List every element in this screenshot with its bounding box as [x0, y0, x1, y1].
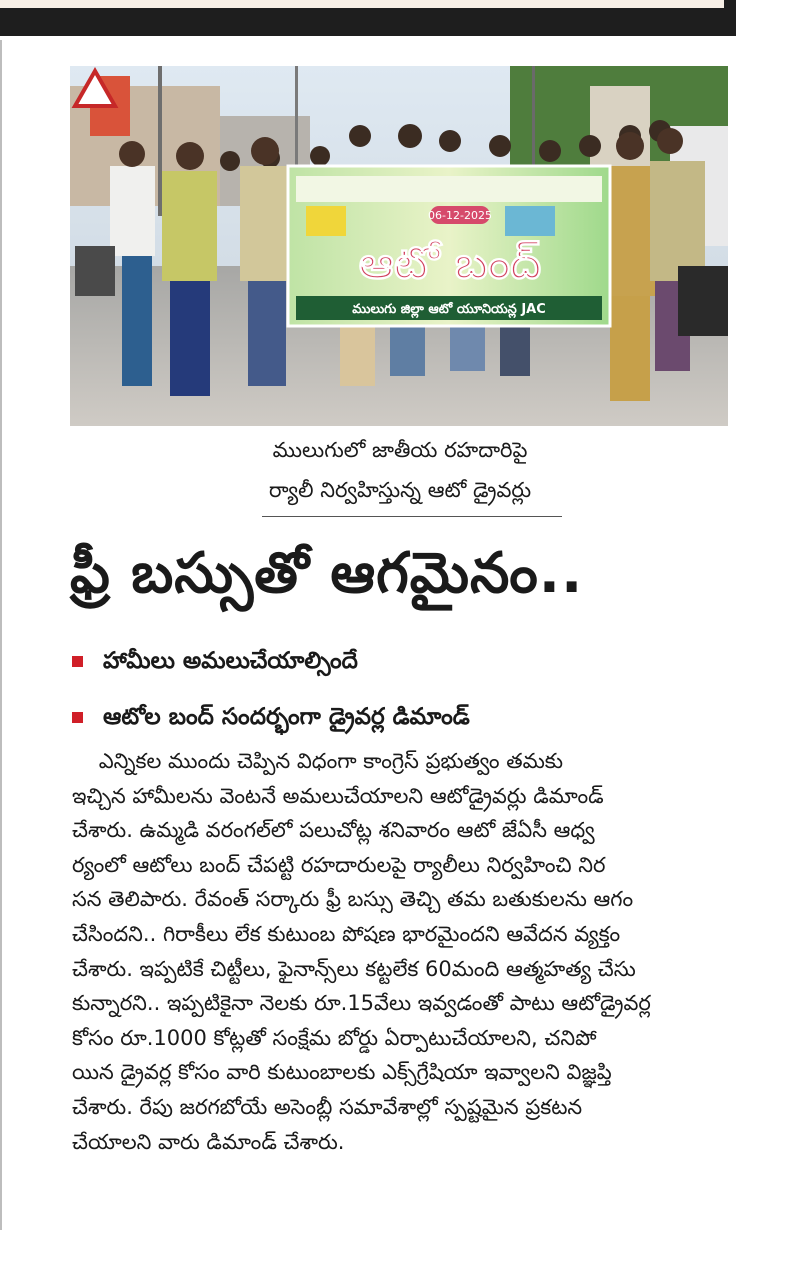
body-line: చేసిందని.. గిరాకీలు లేక కుటుంబ పోషణ భారమైందని ఆవేదన వ్యక్తం — [72, 921, 621, 946]
subhead-bullet — [72, 648, 752, 680]
body-line: యిన డ్రైవర్ల కోసం వారి కుటుంబాలకు ఎక్స్‌గ్రేషియా ఇవ్వాలని విజ్ఞప్తి — [72, 1060, 612, 1085]
banner-subtitle: ములుగు జిల్లా ఆటో యూనియన్ల JAC — [352, 302, 546, 317]
news-photo — [70, 66, 728, 426]
subhead-text: హామీలు అమలుచేయాల్సిందే — [103, 648, 358, 674]
banner-title: ఆటో బంద్ — [358, 238, 542, 289]
subhead-bullet — [72, 704, 752, 736]
body-line: చేశారు. ఉమ్మడి వరంగల్‌లో పలుచోట్ల శనివారం ఆటో జేఏసీ ఆధ్వ — [72, 818, 595, 843]
body-line: కోసం రూ.1000 కోట్లతో సంక్షేమ బోర్డు ఏర్పాటుచేయాలని, చనిపో — [72, 1025, 597, 1050]
column-rule — [0, 40, 2, 1230]
body-line: చేశారు. ఇప్పటికే చిట్టీలు, ఫైనాన్స్‌లు కట్టలేక 60మంది ఆత్మహత్య చేసు — [72, 956, 636, 981]
subhead-text: ఆటోల బంద్ సందర్భంగా డ్రైవర్ల డిమాండ్ — [103, 704, 470, 730]
body-line: ర్యంలో ఆటోలు బంద్ చేపట్టి రహదారులపై ర్యాలీలు నిర్వహించి నిర — [72, 852, 606, 877]
protest-rally-illustration — [70, 66, 728, 426]
headline: ఫ్రీ బస్సుతో ఆగమైనం.. — [70, 541, 584, 606]
red-square-icon — [72, 712, 83, 723]
photo-caption-line-1: ములుగులో జాతీయ రహదారిపై — [272, 438, 528, 462]
caption-underline — [262, 516, 562, 517]
body-line: ఎన్నికల ముందు చెప్పిన విధంగా కాంగ్రెస్ ప్రభుత్వం తమకు — [72, 749, 564, 773]
article-body — [72, 744, 742, 1159]
body-line: సన తెలిపారు. రేవంత్ సర్కారు ఫ్రీ బస్సు తెచ్చి తమ బతుకులను ఆగం — [72, 887, 634, 912]
body-line: చేశారు. రేపు జరగబోయే అసెంబ్లీ సమావేశాల్లో స్పష్టమైన ప్రకటన — [72, 1094, 583, 1119]
banner-date: 06-12-2025 — [428, 209, 492, 222]
body-line: కున్నారని.. ఇప్పటికైనా నెలకు రూ.15వేలు ఇవ్వడంతో పాటు ఆటోడ్రైవర్ల — [72, 991, 651, 1016]
top-border-strip — [0, 0, 724, 8]
photo-caption-line-2: ర్యాలీ నిర్వహిస్తున్న ఆటో డ్రైవర్లు — [268, 478, 532, 502]
body-line: ఇచ్చిన హామీలను వెంటనే అమలుచేయాలని ఆటోడ్రైవర్లు డిమాండ్ — [72, 783, 604, 808]
red-square-icon — [72, 656, 83, 667]
top-border-bar — [0, 0, 736, 36]
body-line: చేయాలని వారు డిమాండ్ చేశారు. — [72, 1129, 345, 1154]
